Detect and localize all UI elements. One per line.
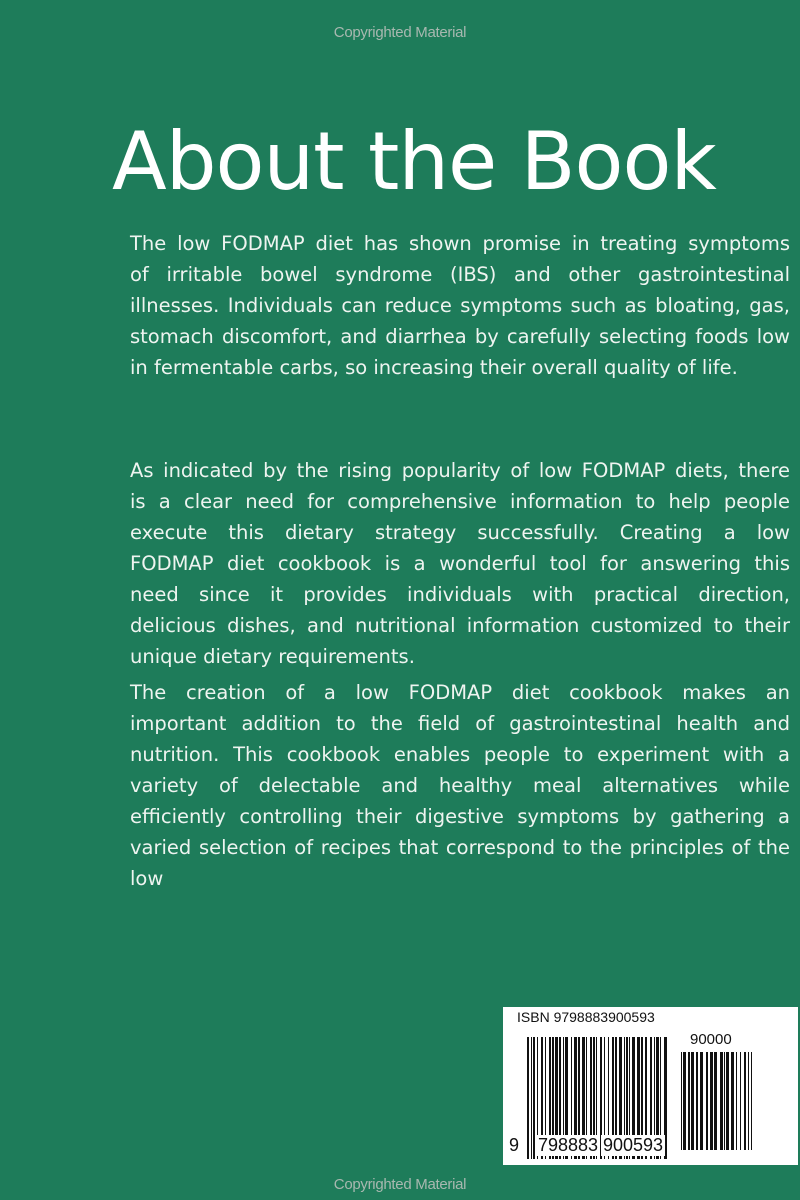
paragraph-line: in fermentable carbs, so increasing their overall quality of life.	[130, 356, 738, 379]
barcode-digits-left: 798883	[538, 1135, 599, 1155]
paragraph-2	[130, 455, 790, 672]
paragraph-line: As indicated by the rising popularity of low FODMAP diets, there	[130, 459, 790, 482]
barcode-bar	[720, 1052, 723, 1150]
barcode-bar	[724, 1052, 725, 1150]
barcode-bar	[683, 1052, 686, 1150]
barcode-bar	[531, 1037, 532, 1159]
paragraph-line: of irritable bowel syndrome (IBS) and other gastrointestinal	[130, 263, 790, 286]
isbn-label: ISBN 9798883900593	[517, 1009, 655, 1025]
barcode-bar	[696, 1052, 698, 1150]
paragraph-1	[130, 228, 790, 383]
barcode-bar	[744, 1052, 746, 1150]
barcode-digits-right: 900593	[603, 1135, 664, 1155]
barcode-bar	[681, 1052, 682, 1150]
paragraph-line: stomach discomfort, and diarrhea by carefully selecting foods low	[130, 325, 790, 348]
paragraph-line: nutrition. This cookbook enables people to experiment with a	[130, 743, 790, 766]
barcode-bar	[751, 1052, 752, 1150]
barcode-bar	[706, 1052, 708, 1150]
barcode-bar	[714, 1052, 717, 1150]
paragraph-line: varied selection of recipes that correspond to the principles of the	[130, 836, 790, 859]
paragraph-line: efficiently controlling their digestive symptoms by gathering a	[130, 805, 790, 828]
paragraph-line: The low FODMAP diet has shown promise in treating symptoms	[130, 232, 790, 255]
copyright-watermark-bottom: Copyrighted Material	[333, 1176, 467, 1193]
paragraph-line: execute this dietary strategy successfully. Creating a low	[130, 521, 790, 544]
barcode-bar	[731, 1052, 734, 1150]
paragraph-line: The creation of a low FODMAP diet cookbook makes an	[130, 681, 790, 704]
paragraph-line: low	[130, 867, 164, 890]
price-addon-number: 90000	[690, 1031, 732, 1048]
barcode-bar	[710, 1052, 713, 1150]
barcode-bar	[726, 1052, 729, 1150]
barcode-bar	[691, 1052, 694, 1150]
paragraph-line: need since it provides individuals with practical direction,	[130, 583, 790, 606]
paragraph-line: is a clear need for comprehensive information to help people	[130, 490, 790, 513]
paragraph-line: FODMAP diet cookbook is a wonderful tool for answering this	[130, 552, 790, 575]
barcode-digit-first: 9	[509, 1135, 520, 1155]
paragraph-3	[130, 677, 790, 894]
barcode-bar	[736, 1052, 737, 1150]
barcode-bar	[748, 1052, 749, 1150]
page-title: About the Book	[112, 115, 716, 208]
barcode-bar	[688, 1052, 690, 1150]
copyright-watermark: Copyrighted Material	[333, 24, 467, 41]
paragraph-line: important addition to the field of gastrointestinal health and	[130, 712, 790, 735]
paragraph-line: delicious dishes, and nutritional information customized to their	[130, 614, 790, 637]
barcode-bar	[740, 1052, 741, 1150]
barcode-bar	[700, 1052, 703, 1150]
barcode-bar	[533, 1037, 535, 1159]
addon-barcode-bars	[681, 1052, 753, 1150]
isbn-barcode	[503, 1007, 798, 1165]
paragraph-line: unique dietary requirements.	[130, 645, 415, 668]
paragraph-line: illnesses. Individuals can reduce symptoms such as bloating, gas,	[130, 294, 790, 317]
paragraph-line: variety of delectable and healthy meal alternatives while	[130, 774, 790, 797]
barcode-bar	[527, 1037, 529, 1159]
